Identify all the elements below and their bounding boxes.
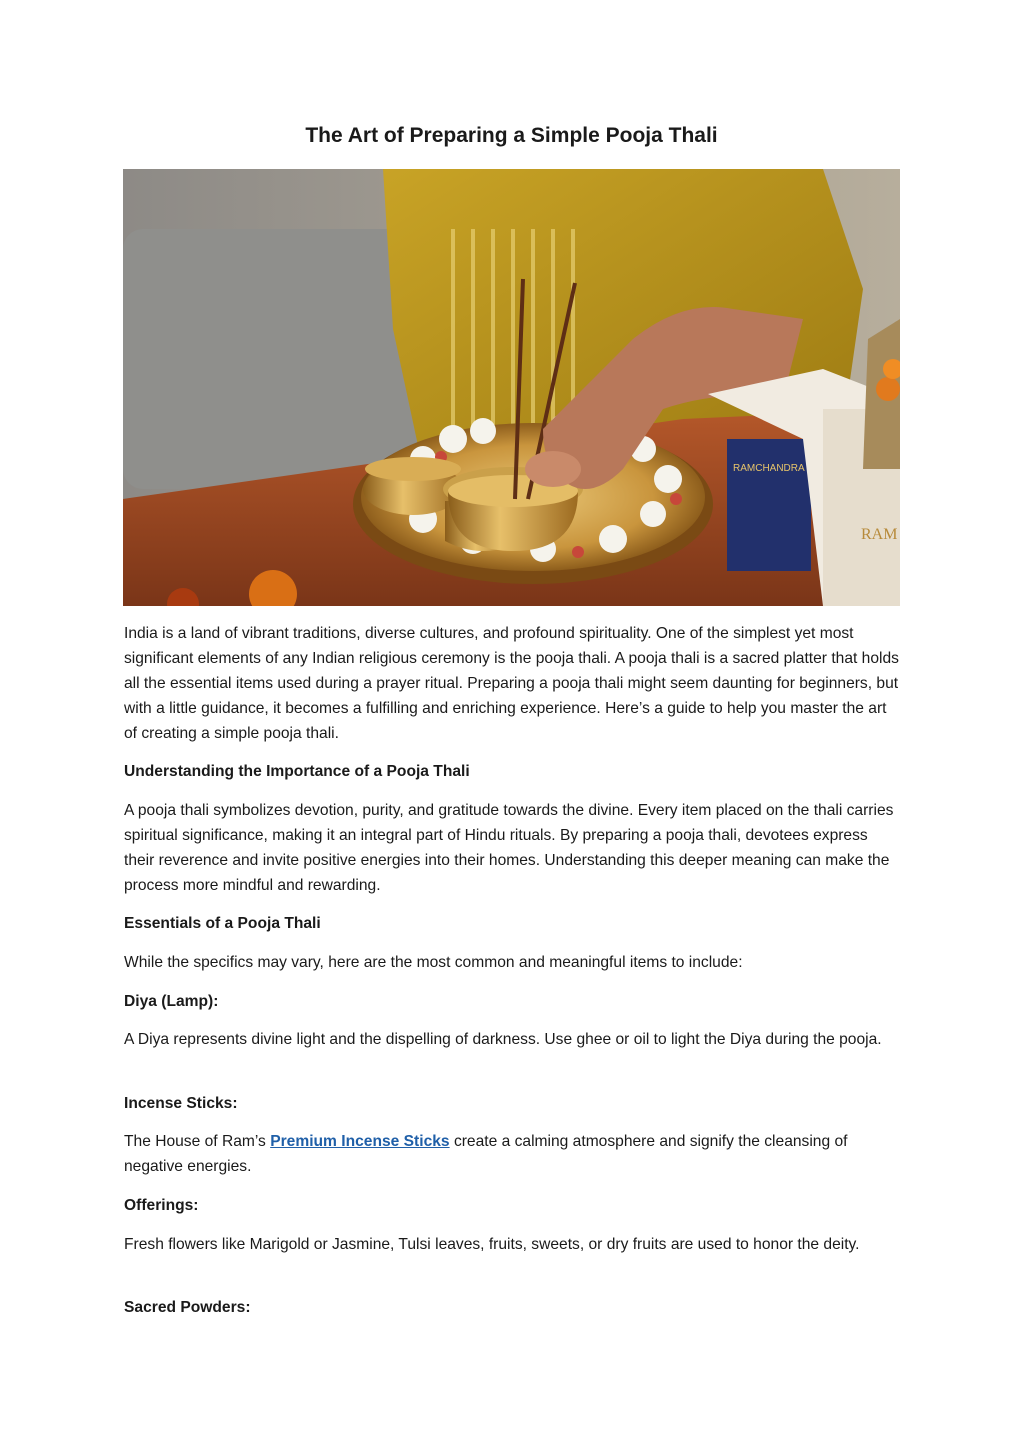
pooja-thali-photo-icon [123,169,900,606]
item-heading-powders: Sacred Powders: [124,1299,251,1316]
item-heading-diya: Diya (Lamp): [124,993,219,1010]
item-heading-offerings: Offerings: [124,1197,199,1214]
diya-paragraph: A Diya represents divine light and the dispelling of darkness. Use ghee or oil to light the Diya during the pooja. [124,1031,882,1048]
offerings-paragraph: Fresh flowers like Marigold or Jasmine, Tulsi leaves, fruits, sweets, or dry fruits are used to honor the deity. [124,1236,860,1253]
intro-paragraph: India is a land of vibrant traditions, diverse cultures, and profound spirituality. One of the simplest yet most significant elements of any Indian religious ceremony is the pooja thali. A pooja thali is a sacred platter that holds all the essential items used during a prayer ritual. Preparing a pooja thali might seem daunting for beginners, but with a little guidance, it becomes a fulfilling and enriching experience. Here’s a guide to help you master the art of creating a simple pooja thali. [124,625,899,742]
incense-paragraph [124,1129,900,1179]
section-heading-importance: Understanding the Importance of a Pooja Thali [124,763,470,780]
section-heading-essentials: Essentials of a Pooja Thali [124,915,321,932]
page-title: The Art of Preparing a Simple Pooja Thali [305,124,718,147]
box-brand-label: RAM [861,526,898,543]
item-heading-incense: Incense Sticks: [124,1095,238,1112]
hero-image [123,169,900,606]
incense-text-before: The House of Ram’s [124,1133,271,1150]
essentials-paragraph: While the specifics may vary, here are the most common and meaningful items to include: [124,954,743,971]
package-brand-label: RAMCHANDRA [733,463,805,474]
importance-paragraph: A pooja thali symbolizes devotion, purity, and gratitude towards the divine. Every item placed on the thali carries spiritual significance, making it an integral part of Hindu rituals. By preparing a pooja thali, devotees express their reverence and invite positive energies into their homes. Understanding this deeper meaning can make the process more mindful and rewarding. [124,802,894,894]
incense-text-after: create a calming atmosphere and signify the cleansing of negative energies. [124,1133,848,1175]
premium-incense-sticks-link[interactable]: Premium Incense Sticks [270,1133,450,1150]
